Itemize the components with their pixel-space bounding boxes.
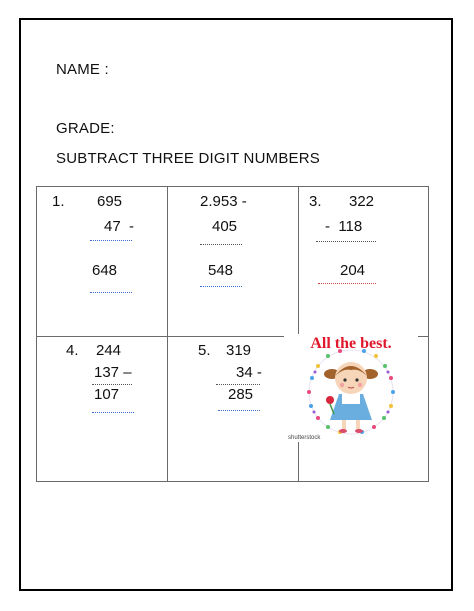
problem-5-line bbox=[216, 384, 260, 385]
all-the-best-image bbox=[284, 334, 418, 442]
watermark-text: shutterstock bbox=[288, 435, 321, 441]
problem-1-bottom: 47 - bbox=[104, 218, 135, 235]
problem-1-answer: 648 bbox=[92, 262, 118, 279]
problem-3-answer-line bbox=[318, 283, 376, 284]
problem-5-number: 5. bbox=[198, 342, 211, 359]
problem-1-number: 1. bbox=[52, 193, 65, 210]
problem-2-answer-line bbox=[200, 286, 242, 287]
problem-2-answer: 548 bbox=[208, 262, 234, 279]
problem-4-answer-line bbox=[92, 412, 134, 413]
problem-5-answer-line bbox=[218, 410, 260, 411]
problem-4-answer: 107 bbox=[94, 386, 120, 403]
problem-5-answer: 285 bbox=[228, 386, 254, 403]
problem-4-bottom: 137 – bbox=[94, 364, 132, 381]
problem-4-number: 4. bbox=[66, 342, 79, 359]
problem-1-line bbox=[90, 240, 132, 241]
problem-2-bottom: 405 bbox=[212, 218, 238, 235]
problem-2-line bbox=[200, 244, 242, 245]
problem-3-line bbox=[316, 241, 376, 242]
problem-3-bottom: - 118 bbox=[325, 218, 363, 235]
problem-5-bottom: 34 - bbox=[236, 364, 262, 381]
grade-label: GRADE: bbox=[56, 120, 115, 137]
problem-3-number: 3. bbox=[309, 193, 322, 210]
problem-1-answer-line bbox=[90, 292, 132, 293]
worksheet-title: SUBTRACT THREE DIGIT NUMBERS bbox=[56, 150, 320, 167]
problem-3-top: 322 bbox=[349, 193, 375, 210]
problem-4-line bbox=[92, 384, 132, 385]
problem-5-top: 319 bbox=[226, 342, 252, 359]
problem-4-top: 244 bbox=[96, 342, 122, 359]
problem-2-number-top: 2.953 - bbox=[200, 193, 247, 210]
problem-1-top: 695 bbox=[97, 193, 123, 210]
name-label: NAME : bbox=[56, 61, 109, 78]
problem-3-answer: 204 bbox=[340, 262, 366, 279]
banner-text: All the best. bbox=[310, 335, 392, 352]
